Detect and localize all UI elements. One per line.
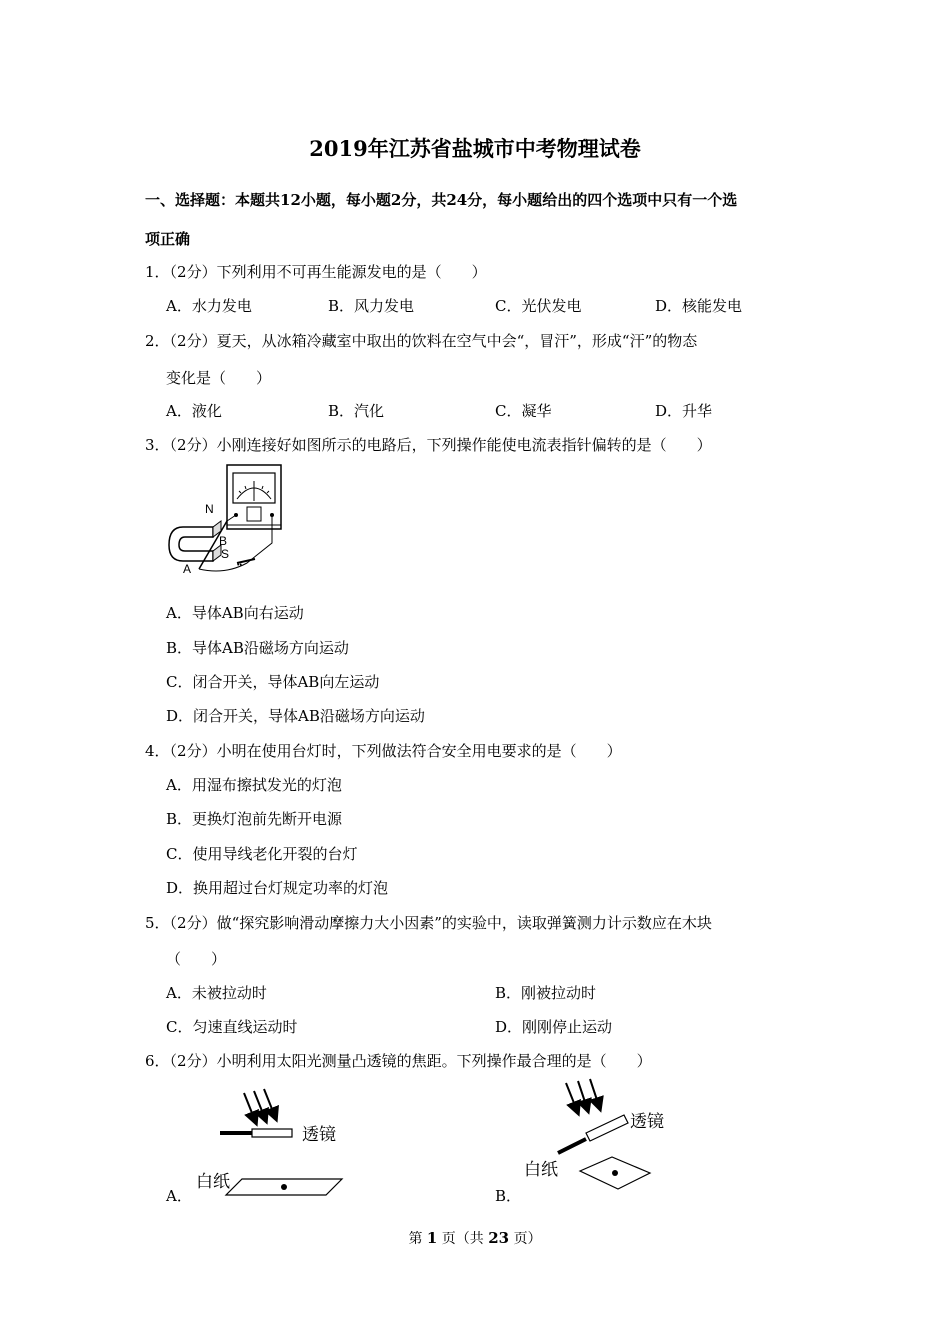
q5-option-b: B．刚被拉动时: [495, 984, 597, 1002]
question-2-stem: 2．（2分）夏天，从冰箱冷藏室中取出的饮料在空气中会“，冒汗”，形成“汗”的物态: [145, 332, 698, 350]
label-a: A: [183, 562, 192, 576]
footer-page-number: 1: [426, 1229, 438, 1247]
question-2-stem-cont: 变化是（ ）: [166, 369, 272, 387]
footer-pre: 第: [408, 1231, 423, 1247]
section-heading-line1: 一、选择题：本题共12小题，每小题2分，共24分，每小题给出的四个选项中只有一个选: [145, 191, 738, 209]
question-5-stem: 5．（2分）做“探究影响滑动摩擦力大小因素”的实验中，读取弹簧测力计示数应在木块: [145, 914, 712, 932]
question-4-stem: 4．（2分）小明在使用台灯时，下列做法符合安全用电要求的是（ ）: [145, 742, 622, 760]
q4-option-b: B．更换灯泡前先断开电源: [166, 810, 343, 828]
q4-option-d: D．换用超过台灯规定功率的灯泡: [166, 879, 389, 897]
q3-option-a: A．导体AB向右运动: [166, 604, 304, 622]
label-n: N: [205, 502, 214, 516]
lens-label-b: 透镜: [630, 1112, 664, 1132]
q5-option-c: C．匀速直线运动时: [166, 1018, 298, 1036]
paper-label-b: 白纸: [524, 1160, 558, 1180]
q2-option-b: B．汽化: [328, 402, 385, 420]
footer-post: 页）: [513, 1231, 542, 1247]
q4-option-c: C．使用导线老化开裂的台灯: [166, 845, 358, 863]
footer-mid: 页（共: [441, 1231, 484, 1247]
q1-option-c: C．光伏发电: [495, 297, 582, 315]
q3-option-d: D．闭合开关，导体AB沿磁场方向运动: [166, 707, 425, 725]
q5-option-d: D．刚刚停止运动: [495, 1018, 613, 1036]
circuit-figure: [165, 463, 285, 578]
lens-figure-a: [190, 1085, 350, 1200]
lens-label-a: 透镜: [302, 1125, 336, 1145]
question-5-stem-cont: （ ）: [166, 950, 227, 968]
label-b: B: [219, 534, 228, 548]
question-3-stem: 3．（2分）小刚连接好如图所示的电路后，下列操作能使电流表指针偏转的是（ ）: [145, 436, 712, 454]
label-s: S: [221, 547, 230, 561]
q2-option-a: A．液化: [166, 402, 222, 420]
question-1-stem: 1．（2分）下列利用不可再生能源发电的是（ ）: [145, 263, 487, 281]
question-6-stem: 6．（2分）小明利用太阳光测量凸透镜的焦距。下列操作最合理的是（ ）: [145, 1052, 652, 1070]
q1-option-a: A．水力发电: [166, 297, 252, 315]
q3-option-c: C．闭合开关，导体AB向左运动: [166, 673, 380, 691]
section-heading-line2: 项正确: [145, 230, 191, 248]
svg-text:••: ••: [237, 562, 242, 569]
page-footer: [0, 1228, 950, 1248]
lens-figure-b: [520, 1075, 670, 1205]
q2-option-c: C．凝华: [495, 402, 552, 420]
page-title: 2019年江苏省盐城市中考物理试卷: [309, 136, 641, 161]
paper-label-a: 白纸: [196, 1172, 230, 1192]
q5-option-a: A．未被拉动时: [166, 984, 267, 1002]
q6-option-a: A．: [166, 1187, 192, 1205]
q2-option-d: D．升华: [655, 402, 713, 420]
q3-option-b: B．导体AB沿磁场方向运动: [166, 639, 349, 657]
q1-option-d: D．核能发电: [655, 297, 743, 315]
q1-option-b: B．风力发电: [328, 297, 415, 315]
footer-total-pages: 23: [488, 1229, 510, 1247]
q4-option-a: A．用湿布擦拭发光的灯泡: [166, 776, 342, 794]
q6-option-b: B．: [495, 1187, 522, 1205]
